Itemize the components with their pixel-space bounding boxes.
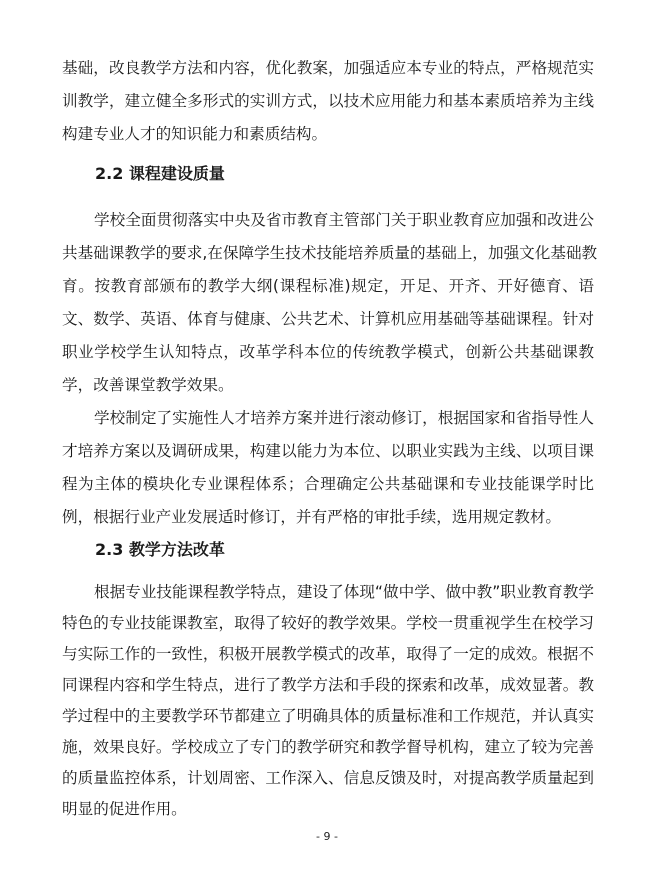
intro-paragraph-line: 构建专业人才的知识能力和素质结构。 xyxy=(62,125,328,143)
section-2-2-paragraph-1-line: 文、数学、英语、体育与健康、公共艺术、计算机应用基础等基础课程。针对 xyxy=(62,310,594,328)
section-2-3-paragraph-1-line: 特色的专业技能课教室，取得了较好的教学效果。学校一贯重视学生在校学习 xyxy=(62,614,594,632)
section-2-2-paragraph-1-line: 学，改善课堂教学效果。 xyxy=(62,376,234,394)
section-heading-2-3: 2.3 教学方法改革 xyxy=(95,540,225,559)
section-2-2-paragraph-2-line: 学校制定了实施性人才培养方案并进行滚动修订，根据国家和省指导性人 xyxy=(94,409,594,427)
section-2-3-paragraph-1-line: 根据专业技能课程教学特点，建设了体现“做中学、做中教”职业教育教学 xyxy=(94,583,594,601)
section-2-2-paragraph-1-line: 职业学校学生认知特点，改革学科本位的传统教学模式，创新公共基础课教 xyxy=(62,343,594,361)
section-2-3-paragraph-1-line: 同课程内容和学生特点，进行了教学方法和手段的探索和改革，成效显著。教 xyxy=(62,676,594,694)
section-heading-2-2: 2.2 课程建设质量 xyxy=(95,164,225,183)
section-2-3-paragraph-1-line: 学过程中的主要教学环节都建立了明确具体的质量标准和工作规范，并认真实 xyxy=(62,707,594,725)
section-2-3-paragraph-1-line: 与实际工作的一致性，积极开展教学模式的改革，取得了一定的成效。根据不 xyxy=(62,645,594,663)
section-2-2-paragraph-2-line: 程为主体的模块化专业课程体系；合理确定公共基础课和专业技能课学时比 xyxy=(62,475,594,493)
section-2-3-paragraph-1-line: 的质量监控体系，计划周密、工作深入、信息反馈及时，对提高教学质量起到 xyxy=(62,769,594,787)
section-2-2-paragraph-1-line: 共基础课教学的要求,在保障学生技术技能培养质量的基础上，加强文化基础教 xyxy=(62,244,598,262)
intro-paragraph-line: 训教学，建立健全多形式的实训方式，以技术应用能力和基本素质培养为主线 xyxy=(62,92,594,110)
section-2-2-paragraph-2-line: 才培养方案以及调研成果，构建以能力为本位、以职业实践为主线、以项目课 xyxy=(62,442,594,460)
section-2-3-paragraph-1-line: 施，效果良好。学校成立了专门的教学研究和教学督导机构，建立了较为完善 xyxy=(62,738,594,756)
page-number: - 9 - xyxy=(316,830,338,843)
section-2-3-paragraph-1-line: 明显的促进作用。 xyxy=(62,800,187,818)
section-2-2-paragraph-1-line: 学校全面贯彻落实中央及省市教育主管部门关于职业教育应加强和改进公 xyxy=(94,211,594,229)
intro-paragraph-line: 基础，改良教学方法和内容，优化教案，加强适应本专业的特点，严格规范实 xyxy=(62,59,594,77)
section-2-2-paragraph-2-line: 例，根据行业产业发展适时修订，并有严格的审批手续，选用规定教材。 xyxy=(62,508,562,526)
section-2-2-paragraph-1-line: 育。按教育部颁布的教学大纲(课程标准)规定，开足、开齐、开好德育、语 xyxy=(62,277,594,295)
